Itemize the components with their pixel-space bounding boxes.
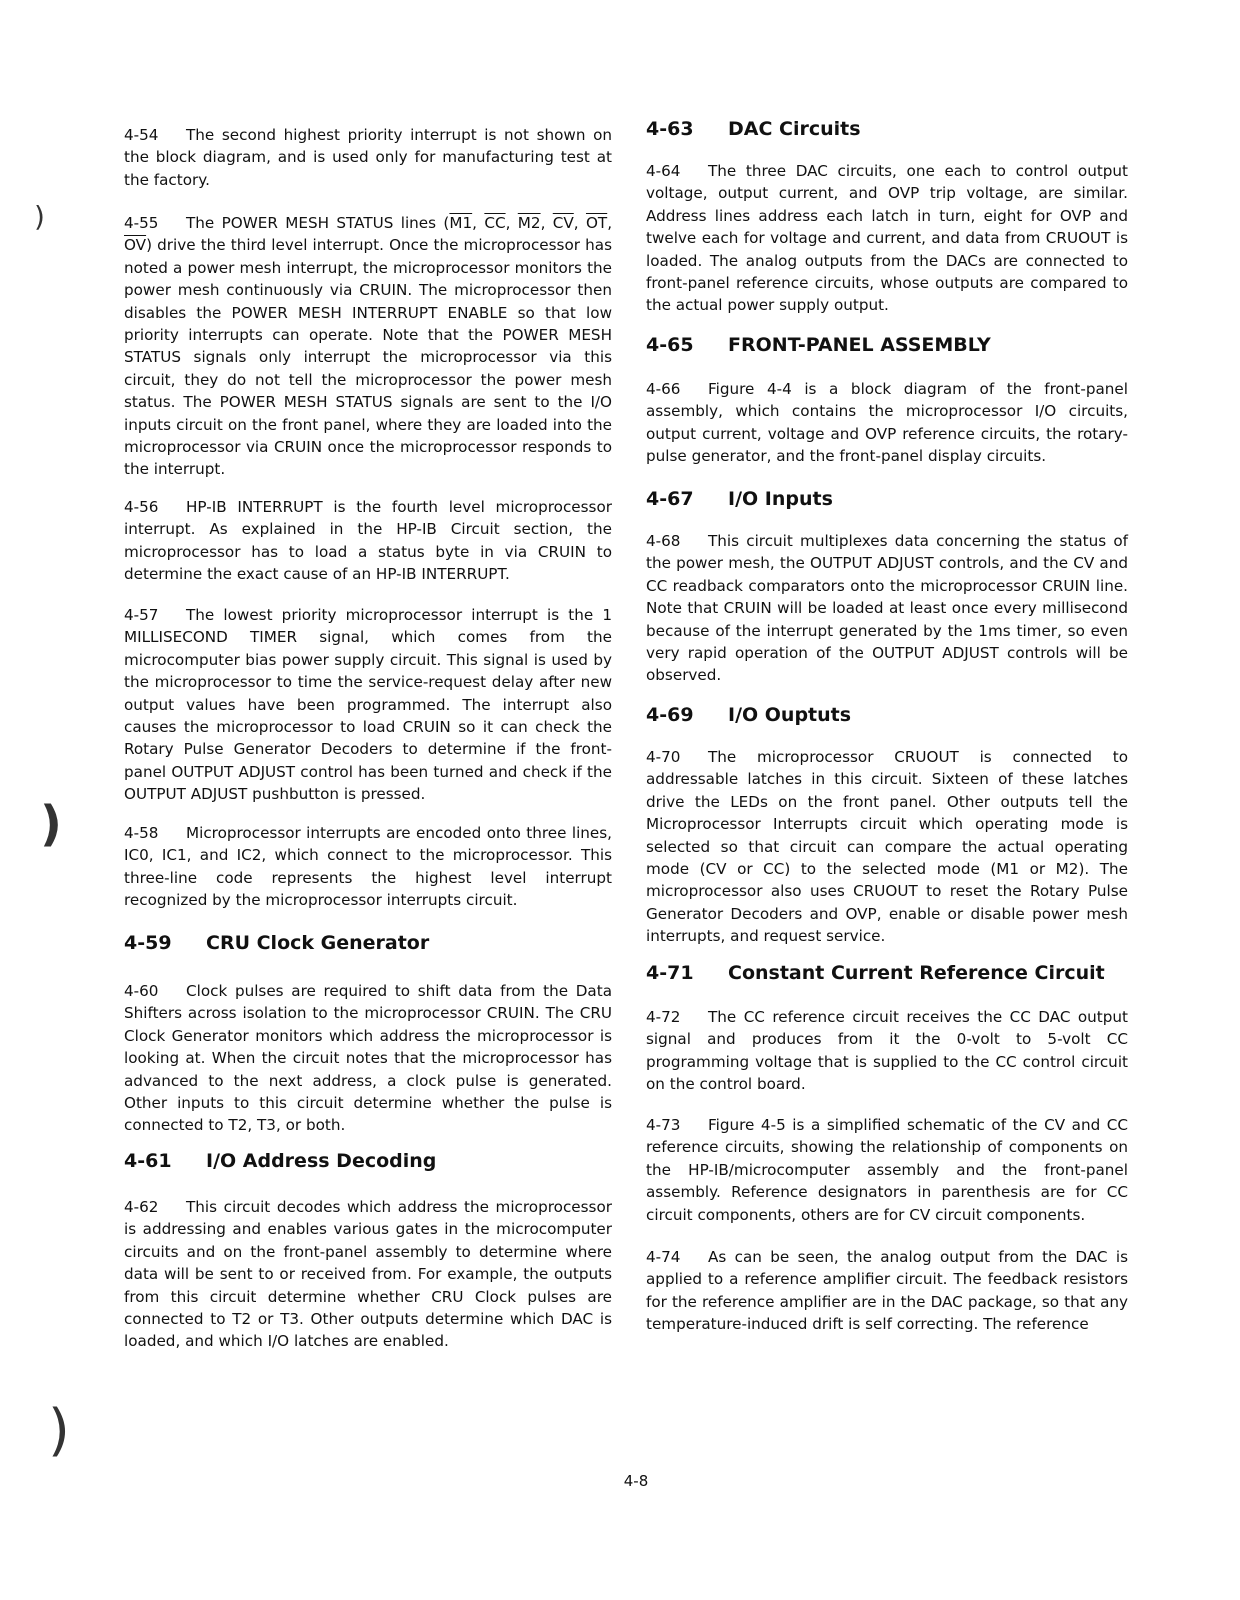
paragraph-text: The second highest priority interrupt is not shown on the block diagram, and is used only for manufacturing test at the factory. bbox=[124, 126, 612, 189]
paragraph-4-58 bbox=[124, 822, 612, 912]
paragraph-text: ) drive the third level interrupt. Once the microprocessor has noted a power mesh interrupt, the microprocessor monitors the power mesh continuously via CRUIN. The microprocessor then disables the POWER MESH INTERRUPT ENABLE so that low priority interrupts can operate. Note that the POWER MESH STATUS signals only interrupt the microprocessor via this circuit, they do not tell the microprocessor the power mesh status. The POWER MESH STATUS signals are sent to the I/O inputs circuit on the front panel, where they are loaded into the microprocessor via CRUIN once the microprocessor responds to the interrupt. bbox=[124, 236, 612, 479]
separator: , bbox=[607, 214, 613, 232]
paragraph-text: This circuit multiplexes data concerning the status of the power mesh, the OUTPUT ADJUST controls, and the CV and CC readback comparators onto the microprocessor CRUIN line. Note that CRUIN will be loaded at least once every millisecond because of the interrupt generated by the 1ms timer, so even very rapid operation of the OUTPUT ADJUST controls will be observed. bbox=[646, 532, 1128, 685]
paragraph-text: This circuit decodes which address the microprocessor is addressing and enables various gates in the microcomputer circuits and on the front-panel assembly to determine where data will be sent to or received from. For example, the outputs from this circuit determine whether CRU Clock pulses are connected to T2 or T3. Other outputs determine which DAC is loaded, and which I/O latches are enabled. bbox=[124, 1198, 612, 1351]
paragraph-4-64 bbox=[646, 160, 1128, 317]
paragraph-text: Figure 4-5 is a simplified schematic of the CV and CC reference circuits, showing the relationship of components on the HP-IB/microcomputer assembly and the front-panel assembly. Reference designators in parenthesis are for CC circuit components, others are for CV circuit components. bbox=[646, 1116, 1128, 1224]
paragraph-text: HP-IB INTERRUPT is the fourth level microprocessor interrupt. As explained in the HP-IB Circuit section, the microprocessor has to load a status byte in via CRUIN to determine the exact cause of an HP-IB INTERRUPT. bbox=[124, 498, 612, 584]
heading-title: DAC Circuits bbox=[728, 118, 861, 140]
heading-number: 4-61 bbox=[124, 1150, 172, 1172]
paragraph-number: 4-73 bbox=[646, 1116, 681, 1134]
section-heading-4-65 bbox=[646, 332, 1128, 358]
binder-hole-mark: ) bbox=[34, 200, 45, 233]
paragraph-4-57 bbox=[124, 604, 612, 806]
heading-number: 4-59 bbox=[124, 932, 172, 954]
paragraph-text: Microprocessor interrupts are encoded onto three lines, IC0, IC1, and IC2, which connect to the microprocessor. This three-line code represents the highest level interrupt recognized by the microprocessor interrupts circuit. bbox=[124, 824, 612, 910]
heading-number: 4-71 bbox=[646, 962, 694, 984]
paragraph-number: 4-72 bbox=[646, 1008, 681, 1026]
section-heading-4-63 bbox=[646, 116, 1128, 142]
paragraph-text: The three DAC circuits, one each to control output voltage, output current, and OVP trip voltage, are similar. Address lines address each latch in turn, eight for OVP and twelve each for voltage and current, and data from CRUOUT is loaded. The analog outputs from the DACs are connected to front-panel reference circuits, whose outputs are compared to the actual power supply output. bbox=[646, 162, 1128, 315]
paragraph-text: The CC reference circuit receives the CC DAC output signal and produces from it the 0-volt to 5-volt CC programming voltage that is supplied to the CC control circuit on the control board. bbox=[646, 1008, 1128, 1094]
paragraph-4-60 bbox=[124, 980, 612, 1137]
binder-hole-mark: ) bbox=[40, 796, 62, 852]
heading-number: 4-63 bbox=[646, 118, 694, 140]
separator: , bbox=[573, 214, 586, 232]
paragraph-number: 4-56 bbox=[124, 498, 159, 516]
paragraph-number: 4-74 bbox=[646, 1248, 681, 1266]
paragraph-text: The lowest priority microprocessor interrupt is the 1 MILLISECOND TIMER signal, which comes from the microcomputer bias power supply circuit. This signal is used by the microprocessor to time the service-request delay after new output values have been programmed. The interrupt also causes the microprocessor to load CRUIN so it can check the Rotary Pulse Generator Decoders to determine if the front-panel OUTPUT ADJUST control has been turned and check if the OUTPUT ADJUST pushbutton is pressed. bbox=[124, 606, 612, 804]
heading-number: 4-69 bbox=[646, 704, 694, 726]
paragraph-4-72 bbox=[646, 1006, 1128, 1096]
section-heading-4-69 bbox=[646, 702, 1128, 728]
paragraph-number: 4-70 bbox=[646, 748, 681, 766]
paragraph-number: 4-64 bbox=[646, 162, 681, 180]
paragraph-4-62 bbox=[124, 1196, 612, 1353]
section-heading-4-71 bbox=[646, 960, 1128, 986]
paragraph-number: 4-54 bbox=[124, 126, 159, 144]
separator: , bbox=[472, 214, 485, 232]
signal-m2-bar: M2 bbox=[517, 214, 541, 232]
signal-ov-bar: $\overline{OV}$ bbox=[124, 236, 147, 255]
paragraph-4-56 bbox=[124, 496, 612, 586]
paragraph-4-55 bbox=[124, 212, 612, 481]
paragraph-4-54 bbox=[124, 124, 612, 191]
paragraph-number: 4-57 bbox=[124, 606, 159, 624]
paragraph-4-73 bbox=[646, 1114, 1128, 1226]
paragraph-4-70 bbox=[646, 746, 1128, 948]
separator: , bbox=[540, 214, 553, 232]
separator: , bbox=[505, 214, 518, 232]
paragraph-text: The microprocessor CRUOUT is connected to addressable latches in this circuit. Sixteen of these latches drive the LEDs on the front panel. Other outputs tell the Microprocessor Interrupts circuit which operating mode is selected so that circuit can compare the actual operating mode (CV or CC) to the selected mode (M1 or M2). The microprocessor also uses CRUOUT to reset the Rotary Pulse Generator Decoders and OVP, enable or disable power mesh interrupts, and request service. bbox=[646, 748, 1128, 946]
paragraph-4-74 bbox=[646, 1246, 1128, 1336]
heading-number: 4-65 bbox=[646, 334, 694, 356]
paragraph-number: 4-66 bbox=[646, 380, 681, 398]
paragraph-4-66 bbox=[646, 378, 1128, 468]
paragraph-text: As can be seen, the analog output from the DAC is applied to a reference amplifier circuit. The feedback resistors for the reference amplifier are in the DAC package, so that any temperature-induced drift is self correcting. The reference bbox=[646, 1248, 1128, 1334]
paragraph-number: 4-60 bbox=[124, 982, 159, 1000]
binder-hole-mark: ) bbox=[48, 1398, 70, 1463]
paragraph-4-68 bbox=[646, 530, 1128, 687]
signal-ot-bar: $\overline{OT}$ bbox=[585, 214, 608, 232]
section-heading-4-67 bbox=[646, 486, 1128, 512]
paragraph-text: The POWER MESH STATUS lines ( bbox=[186, 214, 450, 232]
heading-title: I/O Inputs bbox=[728, 488, 833, 510]
signal-cv-bar: $\overline{CV}$ bbox=[552, 214, 574, 232]
heading-title: CRU Clock Generator bbox=[206, 932, 430, 954]
paragraph-text: Clock pulses are required to shift data from the Data Shifters across isolation to the microprocessor CRUIN. The CRU Clock Generator monitors which address the microprocessor is looking at. When the circuit notes that the microprocessor has advanced to the next address, a clock pulse is generated. Other inputs to this circuit determine whether the pulse is connected to T2, T3, or both. bbox=[124, 982, 612, 1135]
paragraph-number: 4-62 bbox=[124, 1198, 159, 1216]
heading-title: Constant Current Reference Circuit bbox=[728, 962, 1105, 984]
heading-title: I/O Address Decoding bbox=[206, 1150, 437, 1172]
section-heading-4-61 bbox=[124, 1148, 612, 1174]
page-number: 4-8 bbox=[623, 1472, 649, 1490]
paragraph-number: 4-68 bbox=[646, 532, 681, 550]
heading-title: FRONT-PANEL ASSEMBLY bbox=[728, 334, 991, 356]
paragraph-number: 4-58 bbox=[124, 824, 159, 842]
signal-cc-bar: $\overline{CC}$ bbox=[484, 214, 506, 232]
signal-m1-bar: M1 bbox=[449, 214, 473, 232]
heading-title: I/O Ouptuts bbox=[728, 704, 852, 726]
heading-number: 4-67 bbox=[646, 488, 694, 510]
paragraph-text: Figure 4-4 is a block diagram of the front-panel assembly, which contains the microprocessor I/O circuits, output current, voltage and OVP reference circuits, the rotary-pulse generator, and the front-panel display circuits. bbox=[646, 380, 1128, 466]
paragraph-number: 4-55 bbox=[124, 214, 159, 232]
section-heading-4-59 bbox=[124, 930, 612, 956]
